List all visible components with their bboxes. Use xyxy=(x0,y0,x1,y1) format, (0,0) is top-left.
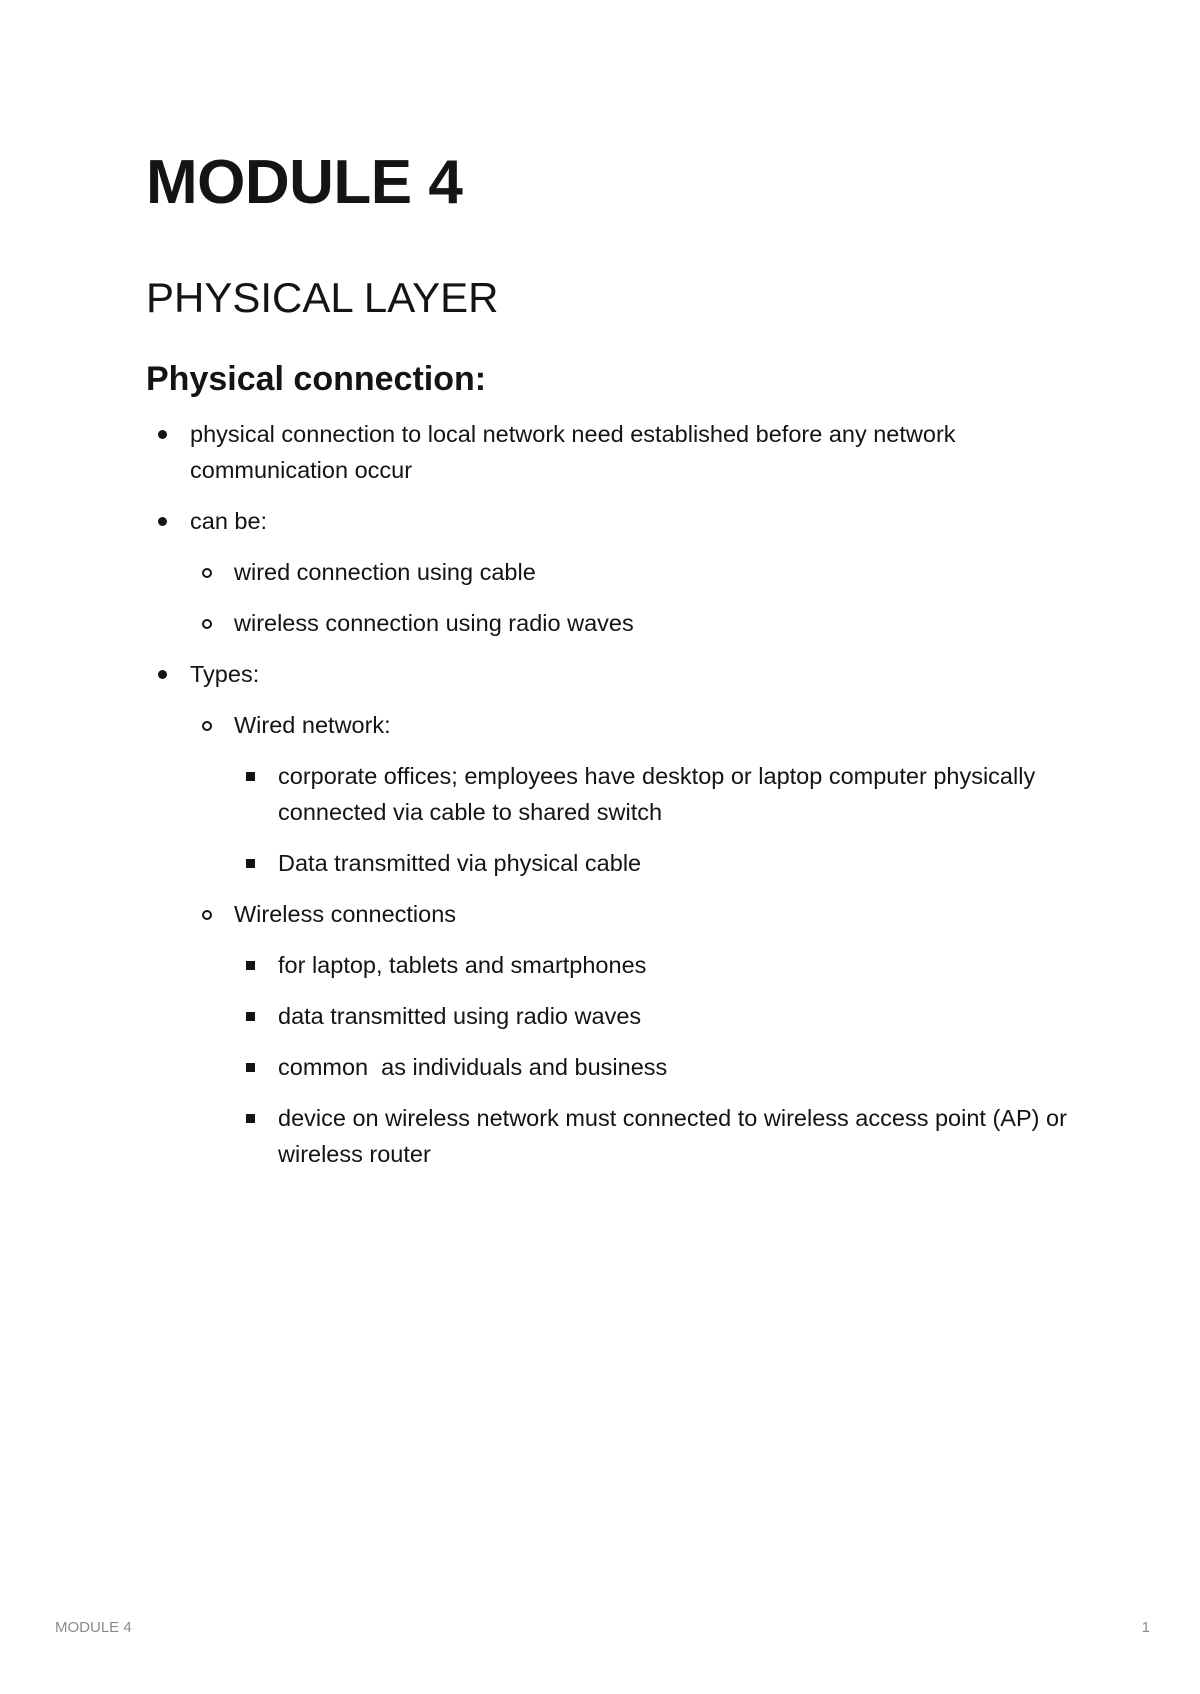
list-item-text: Data transmitted via physical cable xyxy=(278,850,642,876)
circle-bullet-icon xyxy=(202,910,212,920)
circle-bullet-icon xyxy=(202,721,212,731)
square-bullet-icon xyxy=(246,859,255,868)
list-item-text: Types: xyxy=(190,661,260,687)
list-item xyxy=(234,845,1076,881)
list-item xyxy=(146,656,1076,1172)
list-item-text: data transmitted using radio waves xyxy=(278,1003,642,1029)
page-subtitle: PHYSICAL LAYER xyxy=(146,274,499,321)
list-item-text: for laptop, tablets and smartphones xyxy=(278,952,647,978)
list-item xyxy=(234,998,1076,1034)
list-item xyxy=(234,947,1076,983)
square-bullet-icon xyxy=(246,1012,255,1021)
page-content xyxy=(146,138,1076,1172)
list-item-text: wired connection using cable xyxy=(234,559,536,585)
list-item xyxy=(146,503,1076,641)
list-item-text: physical connection to local network need established before any network communication occur xyxy=(190,421,956,483)
page-title: MODULE 4 xyxy=(146,148,463,217)
section-heading: Physical connection: xyxy=(146,360,487,398)
list-item xyxy=(234,1049,1076,1085)
list-item xyxy=(190,605,1076,641)
nested-list xyxy=(234,758,1076,881)
nested-list xyxy=(234,947,1076,1172)
list-item-text: can be: xyxy=(190,508,268,534)
list-item-text: Wired network: xyxy=(234,712,391,738)
list-item xyxy=(234,758,1076,830)
page-number: 1 xyxy=(1141,1619,1150,1636)
disc-bullet-icon xyxy=(158,670,167,679)
list-item xyxy=(190,896,1076,1172)
list-item xyxy=(146,416,1076,488)
disc-bullet-icon xyxy=(158,430,167,439)
square-bullet-icon xyxy=(246,1114,255,1123)
list-item xyxy=(234,1100,1076,1172)
circle-bullet-icon xyxy=(202,619,212,629)
list-item xyxy=(190,707,1076,881)
nested-list xyxy=(190,554,1076,641)
list-item-text: wireless connection using radio waves xyxy=(234,610,634,636)
circle-bullet-icon xyxy=(202,568,212,578)
list-item-text: common as individuals and business xyxy=(278,1054,668,1080)
list-item xyxy=(190,554,1076,590)
square-bullet-icon xyxy=(246,1063,255,1072)
square-bullet-icon xyxy=(246,772,255,781)
footer-label: MODULE 4 xyxy=(55,1619,132,1636)
square-bullet-icon xyxy=(246,961,255,970)
list-item-text: device on wireless network must connected to wireless access point (AP) or wireless router xyxy=(278,1105,1067,1167)
list-item-text: Wireless connections xyxy=(234,901,457,927)
bullet-list xyxy=(146,416,1076,1172)
disc-bullet-icon xyxy=(158,517,167,526)
nested-list xyxy=(190,707,1076,1172)
list-item-text: corporate offices; employees have desktop or laptop computer physically connected via cable to shared switch xyxy=(278,763,1036,825)
